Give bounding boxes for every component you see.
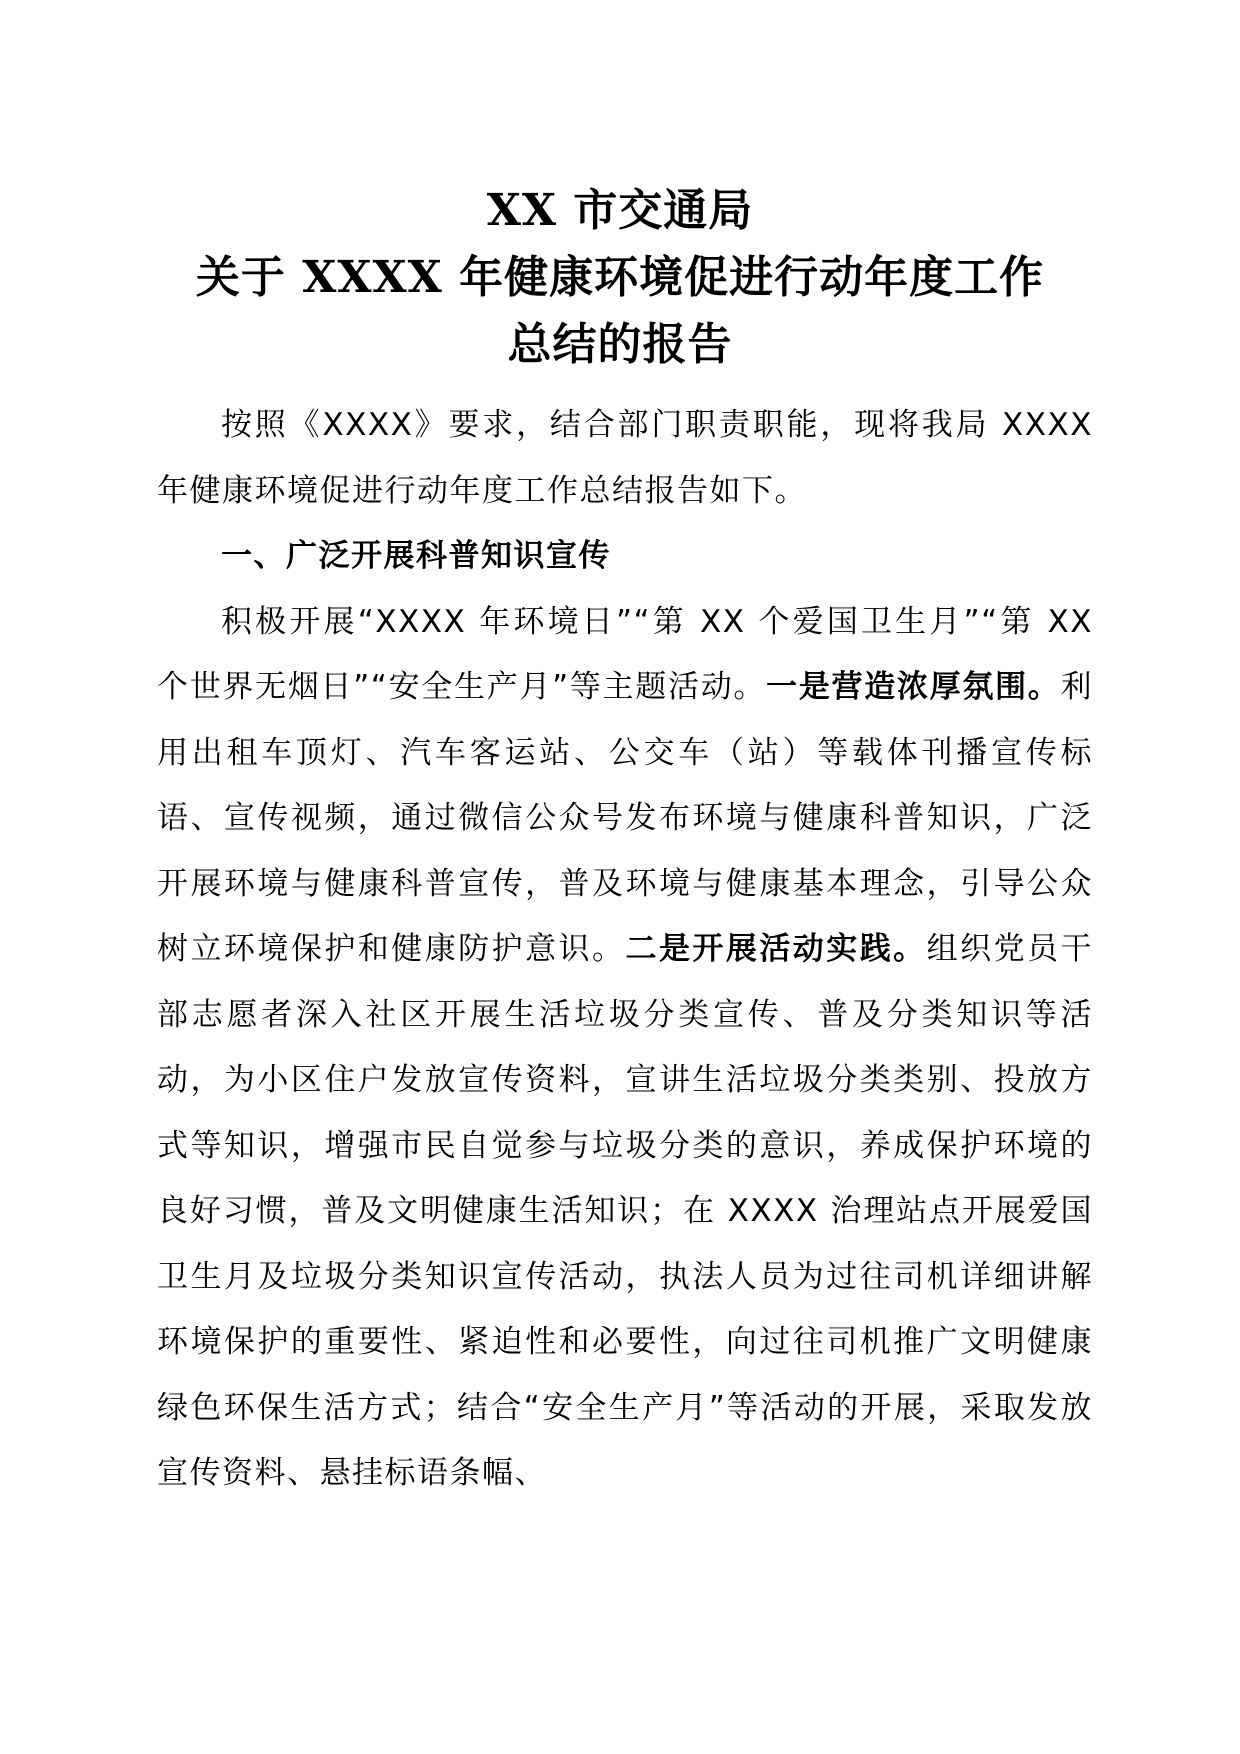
document-title-line-2: 关于 XXXX 年健康环境促进行动年度工作 <box>195 252 1045 303</box>
point-2-text: 组织党员干部志愿者深入社区开展生活垃圾分类宣传、普及分类知识等活动，为小区住户发放宣传资料，宣讲生活垃圾分类类别、投放方式等知识，增强市民自觉参与垃圾分类的意识，养成保护环境的良好习惯，普及文明健康生活知识；在 XXXX 治理站点开展爱国卫生月及垃圾分类知识宣传活动，执法人员为过往司机详细讲解环境保护的重要性、紧迫性和必要性，向过往司机推广文明健康绿色环保生活方式；结合“安全生产月”等活动的开展，采取发放宣传资料、悬挂标语条幅、 <box>157 931 1094 1491</box>
point-2-label: 二是开展活动实践。 <box>625 931 927 967</box>
document-title-line-1: XX 市交通局 <box>486 185 754 236</box>
document-title-line-3: 总结的报告 <box>507 319 733 370</box>
section-paragraph <box>157 590 1093 1507</box>
intro-paragraph: 按照《XXXX》要求，结合部门职责职能，现将我局 XXXX 年健康环境促进行动年度工作总结报告如下。 <box>157 407 1093 509</box>
point-1-text: 利用出租车顶灯、汽车客运站、公交车（站）等载体刊播宣传标语、宣传视频，通过微信公众号发布环境与健康科普知识，广泛开展环境与健康科普宣传，普及环境与健康基本理念，引导公众树立环境保护和健康防护意识。 <box>157 669 1093 967</box>
section-heading: 一、广泛开展科普知识宣传 <box>221 538 611 574</box>
paragraph-opening: 积极开展“XXXX 年环境日”“第 XX 个爱国卫生月”“第 XX 个世界无烟日”“安全生产月”等主题活动。 <box>157 603 1093 705</box>
document-body <box>157 393 1093 1507</box>
point-1-label: 一是营造浓厚氛围。 <box>766 669 1061 705</box>
